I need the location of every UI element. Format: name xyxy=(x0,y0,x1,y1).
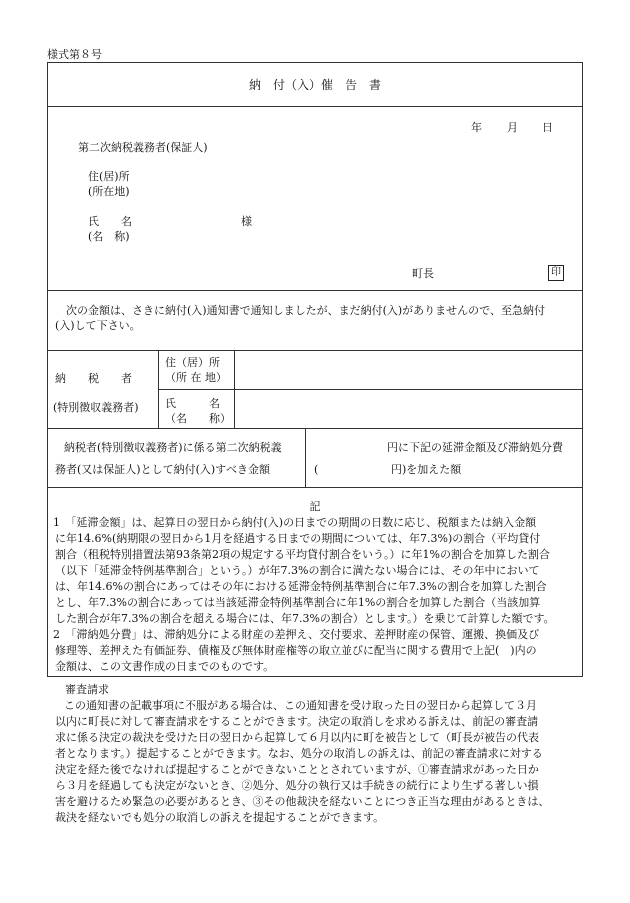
title-divider xyxy=(47,106,583,107)
taxpayer-bottom-divider xyxy=(47,428,583,429)
issuer-divider xyxy=(47,290,583,291)
notes-line: 金額は、この文書作成の日までのものです。 xyxy=(55,660,275,673)
appeal-line: 裁決を経ないでも処分の取消しの訴えを提起することができます。 xyxy=(55,811,385,824)
notes-line: した割合が年7.3%の割合を超える場合には、年7.3%の割合）とします。）を乗じて計算した額です。 xyxy=(55,612,555,625)
document-title: 納 付（入）催 告 書 xyxy=(248,78,381,92)
date-day-label: 日 xyxy=(542,121,553,134)
form-number-label: 様式第８号 xyxy=(47,48,102,61)
recipient-name-sub: (名 称) xyxy=(88,230,130,243)
amount-value-line2: 円)を加えた額 xyxy=(391,463,462,476)
date-month-label: 月 xyxy=(507,121,518,134)
appeal-line: 害を避けるため緊急の必要があるとき、③その他裁決を経ないことにつき正当な理由があるときは、 xyxy=(55,795,550,808)
taxpayer-label-sub: (特別徴収義務者) xyxy=(53,401,139,414)
amount-label-line1: 納税者(特別徴収義務者)に係る第二次納税義 xyxy=(64,441,282,454)
amount-bottom-divider xyxy=(47,487,583,488)
notice-line-1: 次の金額は、さきに納付(入)通知書で通知しましたが、まだ納付(入)がありませんので、至急納付 xyxy=(66,304,545,317)
date-year-label: 年 xyxy=(471,121,482,134)
recipient-honorific: 様 xyxy=(241,215,252,228)
appeal-line: 求に係る決定の裁決を受けた日の翌日から起算して６月以内に町を被告として（町長が被告の代表 xyxy=(55,731,539,744)
amount-label-line2: 務者(又は保証人)として納付(入)すべき金額 xyxy=(55,463,270,476)
recipient-address-label: 住(居)所 xyxy=(88,170,130,183)
taxpayer-name-label: 氏 名 xyxy=(165,397,220,410)
taxpayer-address-label: 住（居）所 xyxy=(165,356,220,369)
amount-value-open-paren: ( xyxy=(314,463,319,476)
issuer-title: 町長 xyxy=(412,267,434,280)
notes-line: は、年14.6%の割合にあってはその年における延滞金特例基準割合に年7.3%の割合を加算した割合 xyxy=(55,580,547,593)
recipient-address-sub: (所在地) xyxy=(88,185,130,198)
taxpayer-row-divider xyxy=(158,389,583,390)
notes-heading: 記 xyxy=(309,500,321,513)
recipient-heading: 第二次納税義務者(保証人) xyxy=(78,141,208,154)
appeal-line: 以内に町長に対して審査請求をすることができます。決定の取消しを求める訴えは、前記の審査請 xyxy=(55,715,539,728)
amount-value-line1: 円に下記の延滞金額及び滞納処分費 xyxy=(387,441,563,454)
appeal-line: この通知書の記載事項に不服がある場合は、この通知書を受け取った日の翌日から起算して３月 xyxy=(64,699,537,712)
taxpayer-label: 納 税 者 xyxy=(55,372,132,385)
notes-line: 割合（租税特別措置法第93条第2項の規定する平均貸付割合をいう。）に年1%の割合を加算した割合 xyxy=(55,548,550,561)
notes-line: 2 「滞納処分費」は、滞納処分による財産の差押え、交付要求、差押財産の保管、運搬、換価及び xyxy=(53,628,540,641)
notes-line: 修理等、差押えた有価証券、債権及び無体財産権等の取立並びに配当に関する費用で上記( )内の xyxy=(55,644,537,657)
notes-line: 1 「延滞金額」は、起算日の翌日から納付(入)の日までの期間の日数に応じ、税額または納入金額 xyxy=(53,516,537,529)
notes-line: とし、年7.3%の割合にあっては当該延滞金特例基準割合に年1%の割合を加算した割合（当該加算 xyxy=(55,596,541,609)
taxpayer-name-sub: （名 称） xyxy=(165,412,231,425)
appeal-line: 者となります。）提起することができます。なお、処分の取消しの訴えは、前記の審査請求に対する xyxy=(55,747,543,760)
notice-divider xyxy=(47,350,583,351)
notes-line: （以下「延滞金特例基準割合」という。）が年7.3%の割合に満たない場合には、その年中において xyxy=(55,564,540,577)
notes-line: に年14.6%(納期限の翌日から1月を経過する日までの期間については、年7.3%)の割合（平均貸付 xyxy=(55,532,541,545)
recipient-name-label: 氏 名 xyxy=(88,215,132,228)
notice-line-2: (入)して下さい。 xyxy=(55,319,141,332)
amount-col-divider xyxy=(305,428,306,487)
appeal-line: ら３月を経過しても決定がないとき、②処分、処分の執行又は手続きの続行により生ずる著しい損 xyxy=(55,779,539,792)
appeal-line: 決定を経た後でなければ提起することができないこととされていますが、①審査請求があった日か xyxy=(55,763,539,776)
appeal-heading: 審査請求 xyxy=(65,683,109,696)
seal-mark: 印 xyxy=(548,265,564,281)
taxpayer-address-sub: （所 在 地） xyxy=(165,371,227,384)
